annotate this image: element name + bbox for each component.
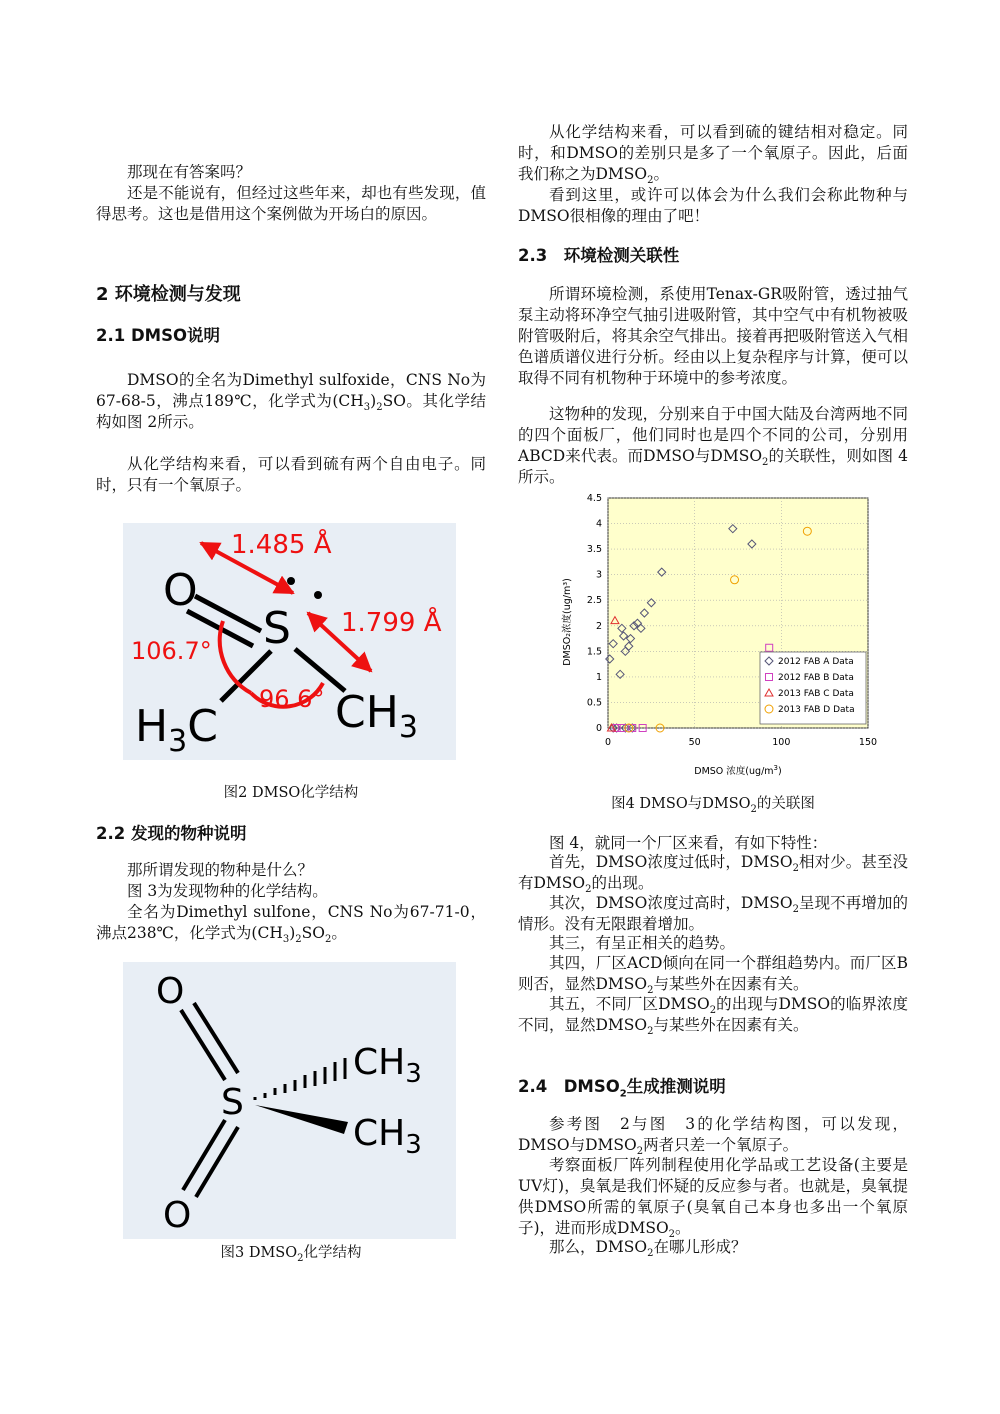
paragraph: 看到这里，或许可以体会为什么我们会称此物种与DMSO很相像的理由了吧！ — [518, 186, 908, 225]
dmso-correlation-chart — [546, 488, 908, 780]
paragraph: 所谓环境检测，系使用Tenax-GR吸附管，透过抽气泵主动将环净空气抽引进吸附管，其中空气中有机物被吸附管吸附后，将其余空气排出。接着再把吸附管送入气相色谱质谱仪进行分析。经由以上复杂程序与计算，便可以取得不同有机物种于环境中的参考浓度。 — [518, 285, 908, 387]
atom-oxygen: O — [163, 565, 198, 616]
y-tick-label: 1 — [595, 671, 602, 683]
paragraph: 图 4，就同一个厂区来看，有如下特性： — [549, 834, 828, 852]
paragraph: 那么，$DMSO_2$在哪儿形成？ — [549, 1238, 747, 1260]
x-tick-label: 0 — [604, 737, 612, 748]
paragraph: 其四，厂区ACD倾向在同一个群组趋势内。而厂区B则否，显然$DMSO_2$与某些外在因素有关。 — [518, 954, 908, 997]
methyl-group-left: $H_3C$ — [135, 701, 218, 759]
angle-label: 96.6° — [259, 685, 325, 713]
paragraph: 那现在有答案吗？ — [127, 163, 252, 181]
paragraph: 从化学结构来看，可以看到硫有两个自由电子。同时，只有一个氧原子。 — [96, 455, 486, 494]
y-tick-label: 2.5 — [586, 595, 602, 607]
y-tick-label: 3 — [595, 569, 602, 581]
methyl-group-upper: $CH_3$ — [353, 1042, 422, 1089]
legend-entry: 2013 FAB C Data — [778, 689, 854, 699]
paragraph: 那所谓发现的物种是什么？ — [127, 861, 314, 879]
paragraph: 首先，DMSO浓度过低时，$DMSO_2$相对少。甚至没有$DMSO_2$的出现。 — [518, 853, 908, 896]
bond-length-label: 1.485 Å — [231, 530, 332, 560]
legend-entry: 2012 FAB A Data — [778, 657, 854, 667]
section-heading: 2 环境检测与发现 — [96, 284, 241, 305]
paragraph: 图 3为发现物种的化学结构。 — [127, 882, 328, 900]
y-tick-label: 4.5 — [586, 493, 602, 504]
x-tick-label: 50 — [688, 737, 701, 748]
y-tick-label: 0 — [595, 723, 602, 734]
dmso2-structure-drawing — [123, 962, 456, 1239]
subsection-heading: 2.1 DMSO说明 — [96, 326, 220, 345]
y-tick-label: 3.5 — [586, 544, 602, 556]
methyl-group-lower: $CH_3$ — [353, 1113, 422, 1160]
dmso-structure-drawing — [123, 523, 456, 760]
x-tick-label: 100 — [772, 737, 791, 748]
figure-dmso-structure — [123, 523, 456, 760]
x-tick-label: 150 — [858, 737, 878, 748]
figure-caption: 图3 $DMSO_2$化学结构 — [220, 1245, 362, 1264]
y-tick-label: 0.5 — [586, 697, 602, 709]
angle-label: 106.7° — [131, 637, 212, 665]
paragraph: 其三，有呈正相关的趋势。 — [549, 934, 736, 952]
paragraph: 参考图 2与图 3的化学结构图，可以发现，DMSO与$DMSO_2$两者只差一个氧原子。 — [518, 1115, 908, 1158]
paragraph: 还是不能说有，但经过这些年来，却也有些发现，值得思考。这也是借用这个案例做为开场白的原因。 — [96, 184, 486, 223]
atom-oxygen: O — [163, 1195, 192, 1236]
paragraph: 全名为Dimethyl sulfone，CNS No为67-71-0，沸点238℃，化学式为$(CH_3)_2SO_2$。 — [96, 903, 486, 946]
paragraph: DMSO的全名为Dimethyl sulfoxide，CNS No为67-68-5，沸点189℃，化学式为$(CH_3)_2SO$。其化学结构如图 2所示。 — [96, 371, 486, 431]
figure-dmso2-structure — [123, 962, 456, 1239]
figure-caption: 图2 DMSO化学结构 — [223, 785, 359, 801]
atom-sulfur: S — [263, 603, 291, 654]
legend-entry: 2013 FAB D Data — [778, 705, 855, 715]
y-tick-label: 1.5 — [586, 646, 602, 658]
atom-oxygen: O — [156, 971, 185, 1012]
figure-caption: 图4 DMSO与$DMSO_2$的关联图 — [611, 796, 815, 815]
bond-length-label: 1.799 Å — [341, 608, 442, 638]
paragraph: 考察面板厂阵列制程使用化学品或工艺设备(主要是UV灯)，臭氧是我们怀疑的反应参与者。也就是，臭氧提供DMSO所需的氧原子(臭氧自己本身也多出一个氧原子)，进而形成$DMSO_2$。 — [518, 1156, 908, 1241]
subsection-heading: 2.3 环境检测关联性 — [518, 246, 680, 265]
x-axis-label: DMSO 浓度$(ug/m^3)$ — [694, 764, 782, 777]
paragraph: 这物种的发现，分别来自于中国大陆及台湾两地不同的四个面板厂，他们同时也是四个不同的公司，分别用ABCD来代表。而DMSO与$DMSO_2$的关联性，则如图 4所示。 — [518, 405, 908, 486]
paragraph: 其次，DMSO浓度过高时，$DMSO_2$呈现不再增加的情形。没有无限跟着增加。 — [518, 894, 908, 933]
atom-sulfur: S — [221, 1082, 244, 1123]
subsection-heading: 2.2 发现的物种说明 — [96, 824, 247, 843]
methyl-group-right: $CH_3$ — [335, 687, 418, 745]
y-axis-label: DMSO₂浓度(ug/m³) — [562, 578, 573, 666]
paragraph: 从化学结构来看，可以看到硫的键结相对稳定。同时，和DMSO的差别只是多了一个氧原子。因此，后面我们称之为$DMSO_2$。 — [518, 123, 908, 187]
subsection-heading: 2.4 $DMSO_2$生成推测说明 — [518, 1077, 726, 1100]
legend-entry: 2012 FAB B Data — [778, 673, 854, 683]
y-tick-label: 4 — [595, 518, 602, 530]
paragraph: 其五，不同厂区$DMSO_2$的出现与DMSO的临界浓度不同，显然$DMSO_2$与某些外在因素有关。 — [518, 995, 909, 1038]
y-tick-label: 2 — [595, 620, 602, 632]
